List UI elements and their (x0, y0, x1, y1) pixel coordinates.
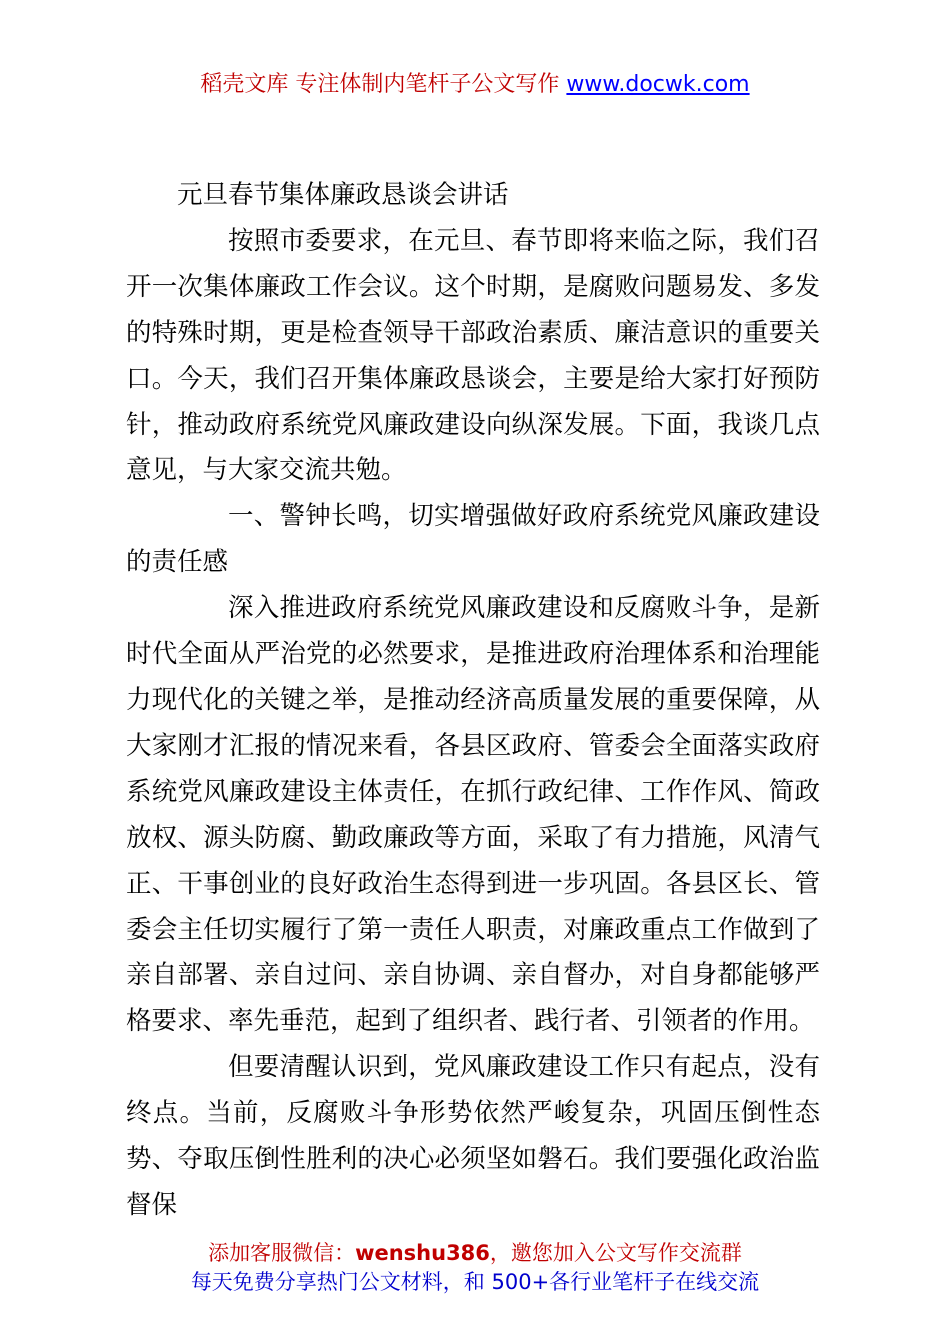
footer-contact-line (0, 1239, 950, 1268)
footer-promo-line: 每天免费分享热门公文材料，和 500+各行业笔杆子在线交流 (190, 1270, 760, 1294)
page-footer (0, 1239, 950, 1297)
wechat-id: wenshu386 (355, 1241, 490, 1265)
page-header (0, 70, 950, 100)
site-link[interactable]: www.docwk.com (566, 72, 750, 97)
footer-contact-suffix: ，邀您加入公文写作交流群 (489, 1241, 742, 1265)
paragraph-body-1: 深入推进政府系统党风廉政建设和反腐败斗争，是新时代全面从严治党的必然要求，是推进政府治理体系和治理能力现代化的关键之举，是推动经济高质量发展的重要保障，从大家刚才汇报的情况来看，各县区政府、管委会全面落实政府系统党风廉政建设主体责任，在抓行政纪律、工作作风、简政放权、源头防腐、勤政廉政等方面，采取了有力措施，风清气正、干事创业的良好政治生态得到进一步巩固。各县区长、管委会主任切实履行了第一责任人职责，对廉政重点工作做到了亲自部署、亲自过问、亲自协调、亲自督办，对自身都能够严格要求、率先垂范，起到了组织者、践行者、引领者的作用。 (126, 593, 820, 1037)
brand-slogan: 稻壳文库 专注体制内笔杆子公文写作 (200, 72, 567, 97)
section-heading-1: 一、警钟长鸣，切实增强做好政府系统党风廉政建设的责任感 (126, 501, 820, 578)
document-title: 元旦春节集体廉政恳谈会讲话 (177, 180, 509, 210)
footer-contact-prefix: 添加客服微信： (208, 1241, 356, 1265)
paragraph-intro: 按照市委要求，在元旦、春节即将来临之际，我们召开一次集体廉政工作会议。这个时期，是腐败问题易发、多发的特殊时期，更是检查领导干部政治素质、廉洁意识的重要关口。今天，我们召开集体廉政恳谈会，主要是给大家打好预防针，推动政府系统党风廉政建设向纵深发展。下面，我谈几点意见，与大家交流共勉。 (126, 225, 820, 486)
paragraph-body-2: 但要清醒认识到，党风廉政建设工作只有起点，没有终点。当前，反腐败斗争形势依然严峻复杂，巩固压倒性态势、夺取压倒性胜利的决心必须坚如磐石。我们要强化政治监督保 (126, 1052, 820, 1220)
document-body (126, 173, 820, 1229)
